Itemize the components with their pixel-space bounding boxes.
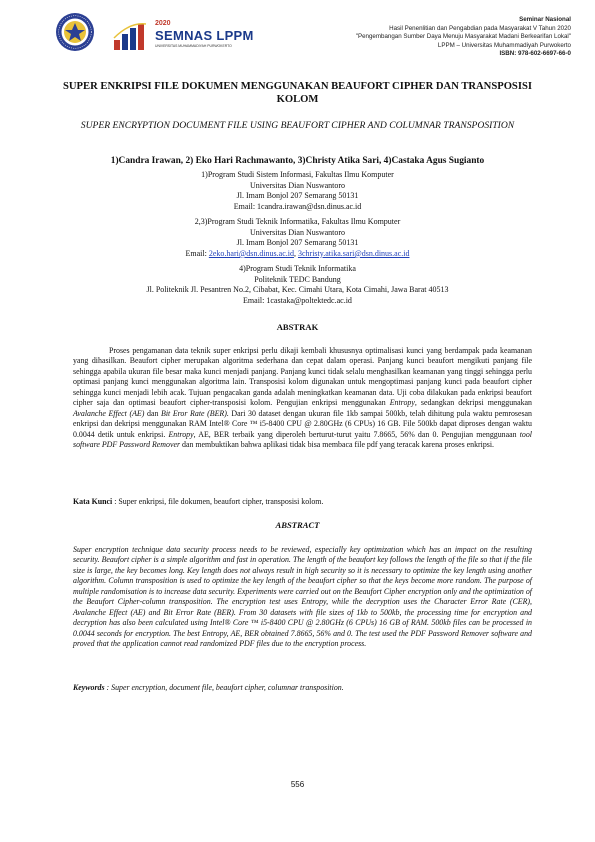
semnas-lppm-logo [112, 20, 254, 57]
email-separator: , [293, 248, 298, 258]
logo-name: SEMNAS LPPM [155, 28, 254, 43]
email-link-christy[interactable]: 3christy.atika.sari@dsn.dinus.ac.id [297, 248, 410, 258]
affiliation-line: Politeknik TEDC Bandung [254, 274, 341, 284]
header-line-title: Seminar Nasional [519, 16, 571, 23]
affiliation-email: Email: 1candra.irawan@dsn.dinus.ac.id [233, 201, 362, 211]
logo-subtitle: UNIVERSITAS MUHAMMADIYAH PURWOKERTO [155, 44, 232, 48]
kata-kunci-text: : Super enkripsi, file dokumen, beaufort cipher, transposisi kolom. [112, 497, 324, 506]
abstrak-text: Proses pengamanan data teknik super enkripsi perlu dikaji kembali khususnya optimalisasi kunci yang berdampak pada keamanan yang dihasilkan. Beaufort cipher merupakan algoritma sederhana dan cepat dalam operasi. Panjang kunci beaufort mengikuti panjang file sehingga apabila ukuran file besar maka kunci menjadi panjang. Panjang kunci tidak selalu menghasilkan keamanan yang tinggi sehingga perlu optimasi panjang kunci menggunakan algoritma lain. Transposisi kolom digunakan untuk mengoptimasi panjang kunci pada beaufort cipher sehingga kunci menjadi lebih acak. Tujuan pengacakan ganda adalah meningkatkan keamanan data. Uji coba dilakukan pada enkripsi beaufort cipher saja dan optimasi beaufort cipher-transposisi kolom. Pengujian enkripsi menggunakan [73, 346, 532, 408]
email-label: Email: [185, 248, 209, 258]
paper-title: SUPER ENKRIPSI FILE DOKUMEN MENGGUNAKAN BEAUFORT CIPHER DAN TRANSPOSISI KOLOM [63, 81, 532, 105]
abstrak-text: Dari 30 dataset dengan ukuran file 1kb sampai 500kb, telah dihitung pula waktu pemrosesan enkripsi dan dekripsi menggunakan RAM Intel® Core ™ i5-8400 CPU @ 2.80GHz (6 CPUs) 16 GB. File 500kb dapat diproses dengan waktu 0.0044 detik untuk enkripsi. [73, 408, 533, 439]
kata-kunci [73, 497, 532, 507]
keywords-text: : Super encryption, document file, beaufort cipher, columnar transposition. [104, 683, 344, 692]
header-line: "Pengembangan Sumber Daya Menuju Masyarakat Madani Berkearifan Lokal" [355, 33, 571, 41]
affiliation-email-line [40, 249, 555, 260]
affiliation-line: Jl. Imam Bonjol 207 Semarang 50131 [236, 238, 359, 248]
university-seal-icon [55, 12, 95, 52]
abstrak-term: Bit Eror Rate (BER). [161, 408, 229, 418]
semnas-logo-mark-icon [112, 22, 150, 52]
keywords-label: Keywords [73, 683, 105, 692]
affiliation-line: Universitas Dian Nuswantoro [249, 180, 346, 190]
affiliation-email: Email: 1castaka@poltektedc.ac.id [243, 295, 352, 305]
abstrak-heading: ABSTRAK [276, 322, 319, 332]
abstrak-term: tool software PDF Password Remover [73, 429, 532, 450]
affiliation-line: 4)Program Studi Teknik Informatika [239, 264, 356, 273]
affiliation-line: Jl. Imam Bonjol 207 Semarang 50131 [236, 191, 359, 201]
affiliation-2 [40, 217, 555, 259]
header-line: LPPM – Universitas Muhammadiyah Purwokerto [437, 41, 571, 49]
affiliation-line: Jl. Politeknik Jl. Pesantren No.2, Cibabat, Kec. Cimahi Utara, Kota Cimahi, Jawa Barat 40513 [146, 285, 449, 295]
abstract-paragraph: Super encryption technique data security process needs to be reviewed, especially key optimization which has an impact on the resulting security. Beaufort cipher is a simple algorithm and fast in operation. The length of the beaufort key follows the length of the file so that if the file size is large, the key becomes long. Key length does not always result in high security so it is necessary to optimize the key length using another algorithm. Column transposition is used to optimize the key length of the beaufort cipher so that the keys become more random. The purpose of multiple randomisation is to increase data security. Experiments were carried out on the Beaufort Cipher encryption only and the optimization of the Beaufort Cipher-column transposition. The encryption test uses Entropy, while the decryption uses the Character Error Rate (CER), Avalanche Effect (AE) and Bit Error Rate (BER). From 30 datasets with file sizes of 1kb to 500kb, the processing time for encryption and decryption has also been calculated using Intel® Core ™ i5-8400 CPU @ 2.80GHz (6 CPUs) 16 GB of RAM. 500kb files can be processed in 0.0044 seconds for encryption. The best Entropy, AE, BER obtained 7.8665, 56% and 0. The test used the PDF Password Remover software and proved that the application cannot read randomized PDF files due to the encryption process. [73, 545, 532, 649]
kata-kunci-label: Kata Kunci [73, 497, 113, 506]
logo-year: 2020 [155, 20, 171, 27]
affiliation-line: 1)Program Studi Sistem Informasi, Fakultas Ilmu Komputer [201, 170, 394, 179]
abstract-heading: ABSTRACT [275, 520, 320, 530]
abstrak-text: dan membuktikan bahwa aplikasi tidak bisa membaca file pdf yang teracak karena proses enkripsi. [180, 440, 495, 450]
affiliation-line: 2,3)Program Studi Teknik Informatika, Fakultas Ilmu Komputer [194, 217, 401, 226]
affiliation-3 [40, 264, 555, 306]
abstrak-term: Entropy [168, 429, 194, 439]
author-list: 1)Candra Irawan, 2) Eko Hari Rachmawanto, 3)Christy Atika Sari, 4)Castaka Agus Sugianto [110, 156, 485, 166]
abstrak-term: Avalanche Effect (AE) [73, 408, 145, 418]
paper-subtitle: SUPER ENCRYPTION DOCUMENT FILE USING BEAUFORT CIPHER AND COLUMNAR TRANSPOSITION [80, 120, 515, 131]
abstrak-paragraph [73, 346, 532, 451]
abstrak-text: , AE, BER terbaik yang diperoleh berturut-turut yaitu 7.8665, 56% dan 0. Pengujian menggunaan [193, 429, 520, 439]
abstrak-text: dan [144, 408, 162, 418]
header-line: Hasil Penenlitian dan Pengabdian pada Masyarakat V Tahun 2020 [389, 24, 571, 32]
conference-header [271, 16, 571, 59]
affiliation-1 [40, 170, 555, 212]
page-number: 556 [290, 780, 305, 789]
header-isbn: ISBN: 978-602-6697-66-0 [499, 50, 571, 58]
abstrak-term: Entropy [389, 398, 415, 408]
keywords [73, 683, 532, 693]
abstrak-text: , sedangkan dekripsi menggunakan [414, 398, 532, 408]
affiliation-line: Universitas Dian Nuswantoro [249, 227, 346, 237]
email-link-eko[interactable]: 2eko.hari@dsn.dinus.ac.id [208, 248, 294, 258]
